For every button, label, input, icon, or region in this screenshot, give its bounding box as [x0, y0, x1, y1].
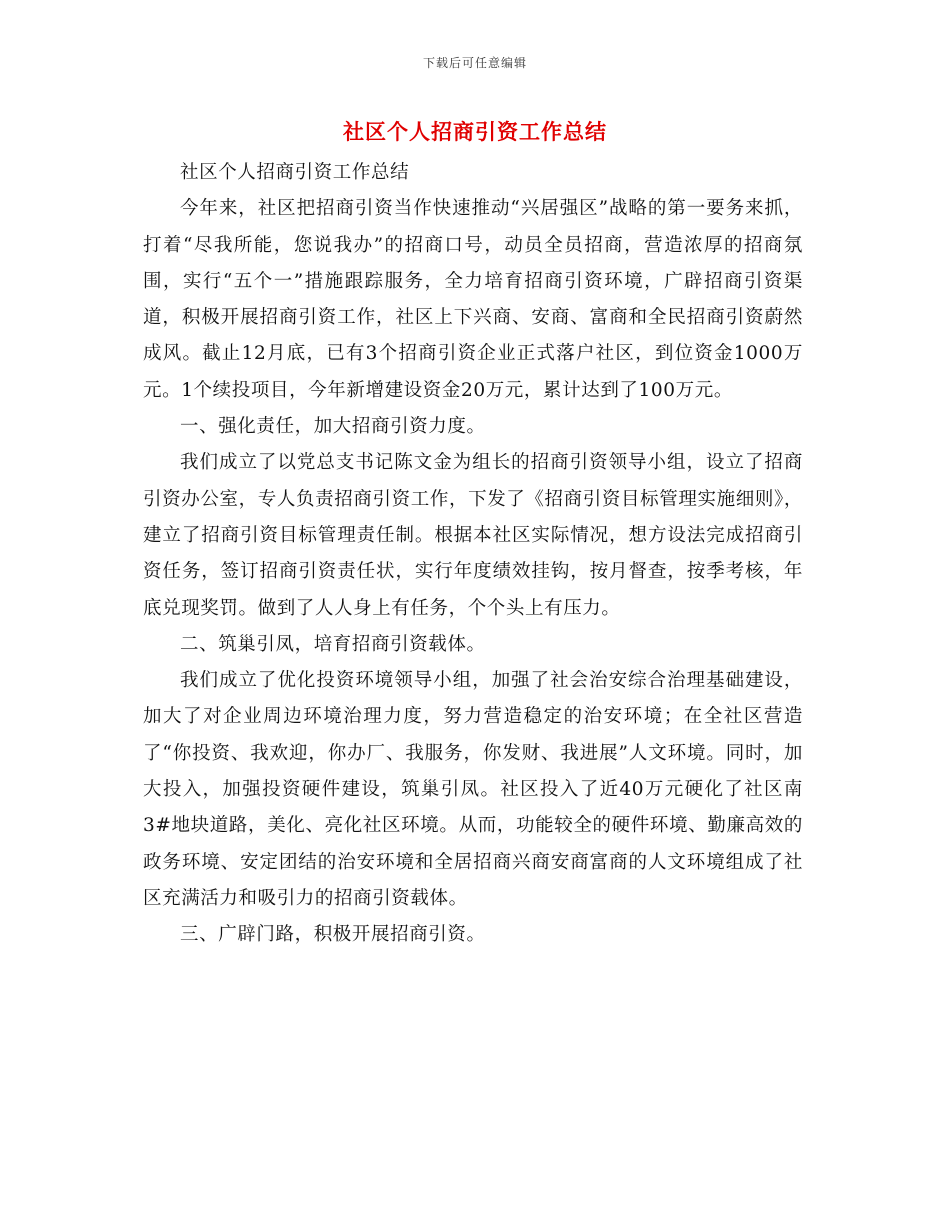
- header-note: 下载后可任意编辑: [422, 56, 527, 70]
- document-body: [143, 155, 803, 954]
- body-paragraph: 社区个人招商引资工作总结: [180, 162, 410, 183]
- section-heading: 一、强化责任，加大招商引资力度。: [180, 416, 486, 438]
- body-paragraph: 我们成立了优化投资环境领导小组，加强了社会治安综合治理基础建设，加大了对企业周边环境治理力度，努力营造稳定的治安环境；在全社区营造了“你投资、我欢迎，你办厂、我服务，你发财、我进展”人文环境。同时，加大投入，加强投资硬件建设，筑巢引凤。社区投入了近40万元硬化了社区南3#地块道路，美化、亮化社区环境。从而，功能较全的硬件环境、勤廉高效的政务环境、安定团结的治安环境和全居招商兴商安商富商的人文环境组成了社区充满活力和吸引力的招商引资载体。: [143, 670, 803, 909]
- section-heading: 三、广辟门路，积极开展招商引资。: [180, 924, 486, 946]
- body-paragraph: 我们成立了以党总支书记陈文金为组长的招商引资领导小组，设立了招商引资办公室，专人负责招商引资工作，下发了《招商引资目标管理实施细则》，建立了招商引资目标管理责任制。根据本社区实际情况，想方设法完成招商引资任务，签订招商引资责任状，实行年度绩效挂钩，按月督查，按季考核，年底兑现奖罚。做到了人人身上有任务，个个头上有压力。: [143, 452, 803, 619]
- body-paragraph: 今年来，社区把招商引资当作快速推动“兴居强区”战略的第一要务来抓，打着“尽我所能，您说我办”的招商口号，动员全员招商，营造浓厚的招商氛围，实行“五个一”措施跟踪服务，全力培育招商引资环境，广辟招商引资渠道，积极开展招商引资工作，社区上下兴商、安商、富商和全民招商引资蔚然成风。截止12月底，已有3个招商引资企业正式落户社区，到位资金1000万元。1个续投项目，今年新增建设资金20万元，累计达到了100万元。: [143, 198, 803, 401]
- document-title: 社区个人招商引资工作总结: [343, 119, 607, 144]
- section-heading: 二、筑巢引凤，培育招商引资载体。: [180, 633, 486, 655]
